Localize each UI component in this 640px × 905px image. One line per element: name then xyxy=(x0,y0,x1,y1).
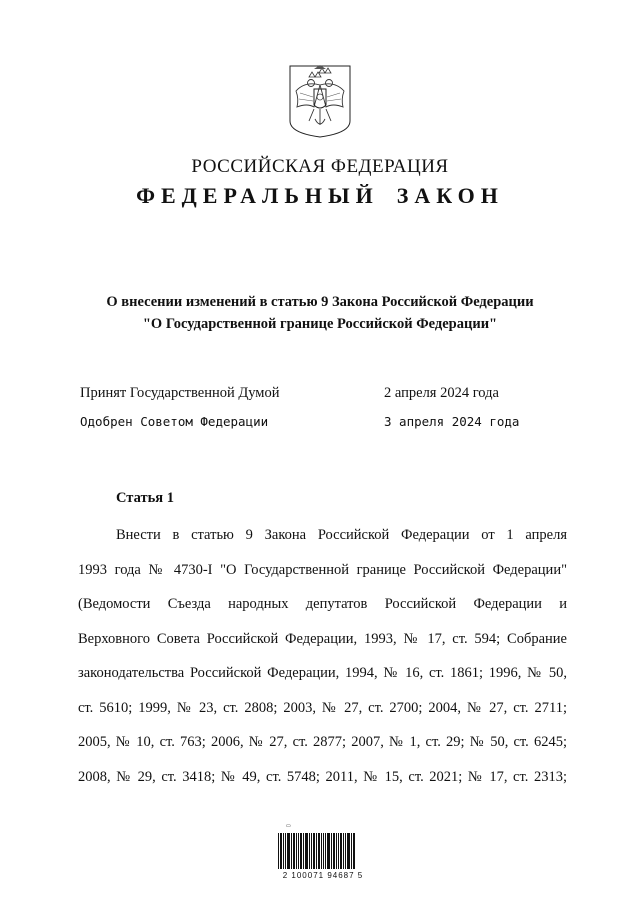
subject-line-2: "О Государственной границе Российской Федерации" xyxy=(142,316,498,332)
law-type-word-1: ФЕДЕРАЛЬНЫЙ xyxy=(136,183,379,208)
barcode xyxy=(278,823,368,881)
article-line: 2005, № 10, ст. 763; 2006, № 27, ст. 2877; 2007, № 1, ст. 29; № 50, ст. 6245; xyxy=(78,734,567,750)
article-line: законодательства Российской Федерации, 1994, № 16, ст. 1861; 1996, № 50, xyxy=(78,665,567,681)
article-line: Верховного Совета Российской Федерации, 1993, № 17, ст. 594; Собрание xyxy=(78,630,567,647)
subject-line-1: О внесении изменений в статью 9 Закона Российской Федерации xyxy=(106,294,534,310)
council-approval-date: 3 апреля 2024 года xyxy=(384,414,520,429)
coat-of-arms-icon xyxy=(287,63,353,139)
article-heading: Статья 1 xyxy=(116,490,174,506)
article-line: 1993 года № 4730-I "О Государственной границе Российской Федерации" xyxy=(78,561,567,578)
duma-adoption-label: Принят Государственной Думой xyxy=(80,385,280,401)
barcode-icon xyxy=(278,833,368,869)
article-line: ст. 5610; 1999, № 23, ст. 2808; 2003, № 27, ст. 2700; 2004, № 27, ст. 2711; xyxy=(78,699,567,716)
article-line: (Ведомости Съезда народных депутатов Российской Федерации и xyxy=(78,596,567,612)
law-type-title xyxy=(0,183,640,209)
article-line: 2008, № 29, ст. 3418; № 49, ст. 5748; 2011, № 15, ст. 2021; № 17, ст. 2313; xyxy=(78,768,567,785)
duma-adoption-date: 2 апреля 2024 года xyxy=(384,385,499,401)
country-name: РОССИЙСКАЯ ФЕДЕРАЦИЯ xyxy=(191,156,449,177)
barcode-number: 2 100071 94687 5 xyxy=(282,871,364,880)
law-type-word-2: ЗАКОН xyxy=(396,183,504,208)
council-approval-label: Одобрен Советом Федерации xyxy=(80,414,269,429)
article-line: Внести в статью 9 Закона Российской Федерации от 1 апреля xyxy=(116,527,567,543)
article-body xyxy=(78,518,567,794)
barcode-mark-icon: ▭ xyxy=(286,823,291,829)
law-subject xyxy=(0,291,640,335)
